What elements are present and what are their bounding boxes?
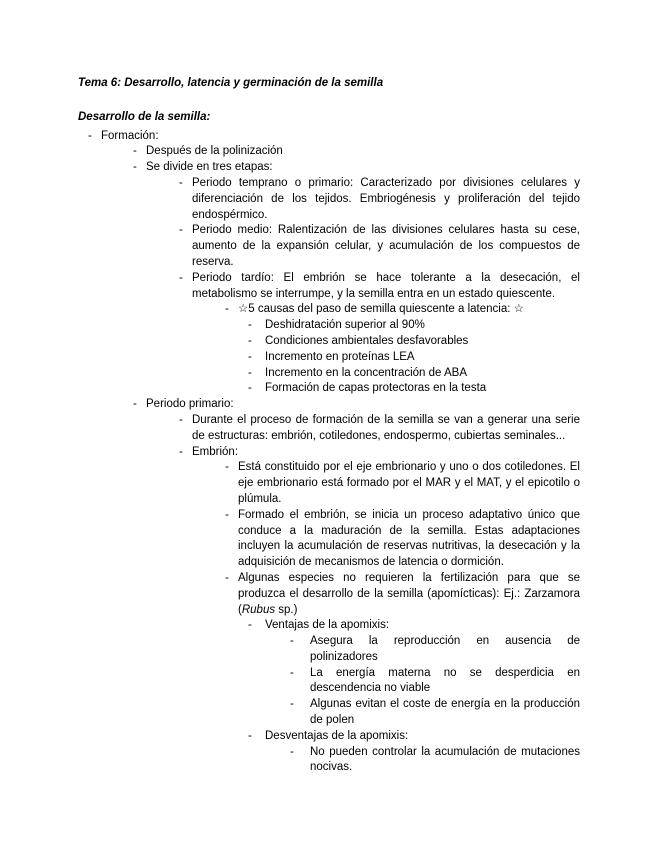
list-item [78,666,580,698]
list-marker: - [290,635,294,648]
list-item [78,397,580,413]
list-marker: - [248,729,252,742]
list-item-text: Periodo tardío: El embrión se hace tolerante a la desecación, el metabolismo se interrumpe, y la semilla entra en un estado quiescente. [192,271,580,300]
list-item-text: Incremento en la concentración de ABA [265,366,468,379]
list-item [78,223,580,270]
list-marker: - [225,508,229,521]
text-segment: Algunas especies no requieren la fertilización para que se produzca el desarrollo de la semilla (apomícticas): Ej.: Zarzamora ( [238,571,580,616]
list-item [78,618,580,634]
list-item [78,381,580,397]
list-item [78,176,580,223]
list-marker: - [248,366,252,379]
list-item-text: No pueden controlar la acumulación de mutaciones nocivas. [310,745,580,774]
list-item [78,460,580,507]
list-item-text: Incremento en proteínas LEA [265,350,415,363]
list-marker: - [179,176,183,189]
list-item [78,729,580,745]
list-marker: - [248,350,252,363]
outline-list [78,129,580,777]
list-marker: - [133,398,137,411]
list-marker: - [225,571,229,584]
list-item [78,334,580,350]
list-marker: - [179,271,183,284]
list-item-text: Formación: [101,129,159,142]
list-item-text: Formación de capas protectoras en la testa [265,382,487,395]
list-item [78,634,580,666]
list-item [78,271,580,303]
list-item [78,144,580,160]
list-item-text: Después de la polinización [146,145,283,158]
list-item-text: Asegura la reproducción en ausencia de polinizadores [310,635,580,663]
list-item [78,508,580,571]
list-marker: - [248,382,252,395]
text-segment: sp.) [275,603,298,616]
list-marker: - [248,619,252,632]
list-marker: - [179,413,183,426]
species-name: Rubus [241,603,276,616]
list-marker: - [248,334,252,347]
list-item-text: Durante el proceso de formación de la semilla se van a generar una serie de estructuras: embrión, cotiledones, endospermo, cubiertas seminales... [192,413,580,442]
list-item [78,318,580,334]
list-marker: - [290,698,294,711]
list-item [78,350,580,366]
list-item-text: Condiciones ambientales desfavorables [265,334,469,347]
list-item-text: Está constituido por el eje embrionario y uno o dos cotiledones. El eje embrionario está formado por el MAR y el MAT, y el epicotilo o plúmula. [238,461,580,505]
list-item-text: Periodo temprano o primario: Caracterizado por divisiones celulares y diferenciación de los tejidos. Embriogénesis y proliferación del tejido endospérmico. [192,176,580,221]
list-marker: - [290,745,294,758]
list-item-text: Formado el embrión, se inicia un proceso adaptativo único que conduce a la maduración de la semilla. Estas adaptaciones incluyen la acumulación de reservas nutritivas, la desecación y la adquisición de mecanismos de latencia o dormición. [238,508,580,569]
list-item [78,445,580,461]
list-marker: - [133,145,137,158]
list-item-text: Periodo primario: [146,398,234,411]
list-item-text: Embrión: [192,445,239,458]
list-item-text: Deshidratación superior al 90% [265,319,425,332]
list-item [78,302,580,318]
list-marker: - [248,319,252,332]
list-item [78,413,580,445]
list-item-text [238,571,580,618]
list-marker: - [225,461,229,474]
list-item-text: Desventajas de la apomixis: [265,729,409,742]
list-marker: - [179,445,183,458]
list-item-text: Ventajas de la apomixis: [265,619,390,632]
list-item-text: Algunas evitan el coste de energía en la producción de polen [310,698,580,727]
list-marker: - [225,303,229,316]
list-marker: - [290,666,294,679]
list-item [78,129,580,145]
list-marker: - [88,129,92,142]
list-item [78,697,580,729]
list-item [78,571,580,618]
list-item-text: ☆5 causas del paso de semilla quiescente a latencia: ☆ [238,303,524,316]
list-item [78,745,580,777]
list-item [78,160,580,176]
list-item-text: La energía materna no se desperdicia en descendencia no viable [310,666,580,695]
list-item [78,366,580,382]
list-item-text: Se divide en tres etapas: [146,161,273,174]
list-marker: - [179,224,183,237]
section-heading: Desarrollo de la semilla: [78,110,211,123]
document-title: Tema 6: Desarrollo, latencia y germinación de la semilla [78,77,384,89]
list-item-text: Periodo medio: Ralentización de las divisiones celulares hasta su cese, aumento de la expansión celular, y acumulación de los compuestos de reserva. [192,224,580,268]
list-marker: - [133,161,137,174]
